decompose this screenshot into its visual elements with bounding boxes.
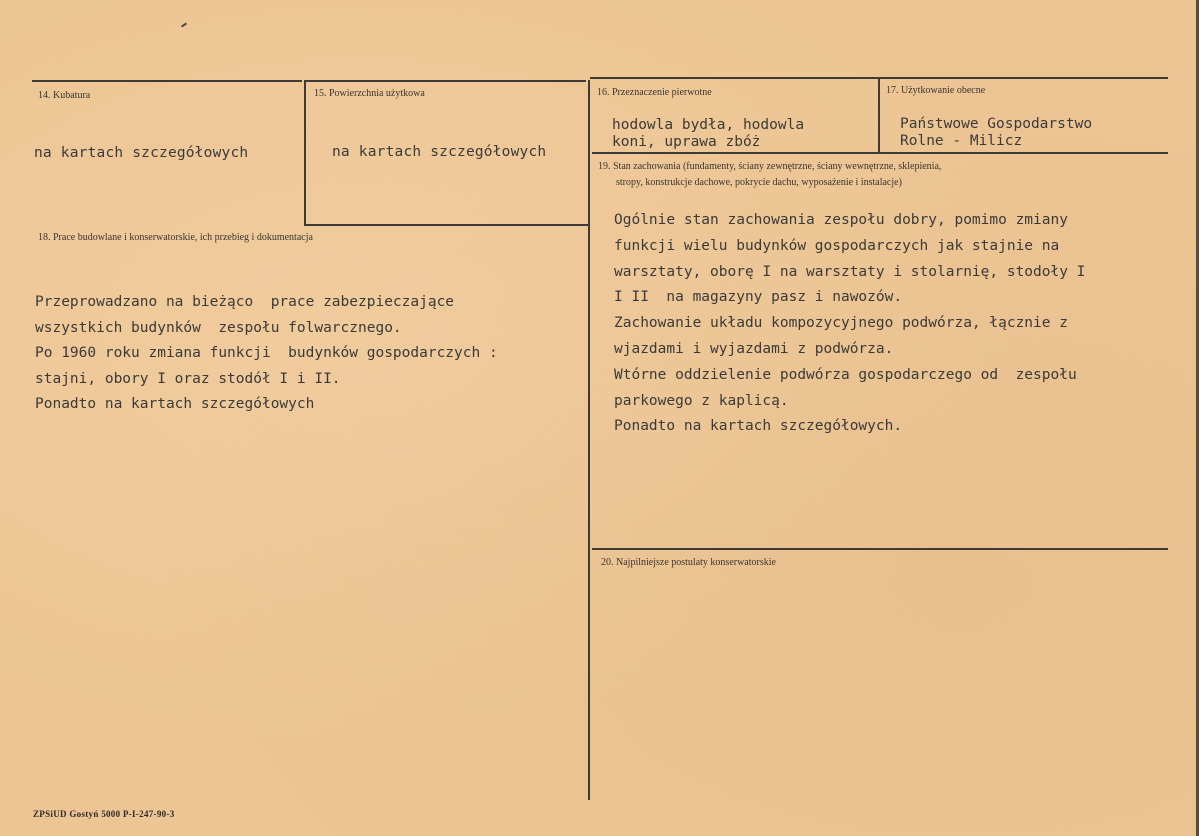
field-19-line: warsztaty, oborę I na warsztaty i stolarnię, stodoły I bbox=[614, 263, 1086, 280]
field-16-label: 16. Przeznaczenie pierwotne bbox=[597, 87, 712, 98]
field-18-value bbox=[35, 290, 498, 418]
divider-16-17 bbox=[878, 77, 880, 154]
field-17-line: Państwowe Gospodarstwo bbox=[900, 116, 1093, 132]
field-18-label: 18. Prace budowlane i konserwatorskie, ich przebieg i dokumentacja bbox=[38, 232, 313, 243]
field-19-line: I II na magazyny pasz i nawozów. bbox=[614, 289, 903, 306]
pen-mark bbox=[181, 22, 187, 27]
field-14-value: na kartach szczegółowych bbox=[34, 145, 249, 161]
field-14-label: 14. Kubatura bbox=[38, 90, 91, 101]
print-imprint: ZPSiUD Gostyń 5000 P-I-247-90-3 bbox=[33, 809, 175, 819]
field-15-value: na kartach szczegółowych bbox=[332, 144, 547, 160]
field-19-line: Ogólnie stan zachowania zespołu dobry, pomimo zmiany bbox=[614, 212, 1068, 228]
field-18-line: Po 1960 roku zmiana funkcji budynków gospodarczych : bbox=[35, 345, 498, 361]
field-15-label: 15. Powierzchnia użytkowa bbox=[314, 88, 425, 99]
rule-below-16-17 bbox=[592, 152, 1168, 154]
field-19-label-line: stropy, konstrukcje dachowe, pokrycie dachu, wyposażenie i instalacje) bbox=[616, 177, 902, 188]
divider-14-15 bbox=[304, 80, 306, 226]
field-16-line: koni, uprawa zbóż bbox=[612, 134, 761, 150]
field-17-label: 17. Użytkowanie obecne bbox=[886, 85, 986, 96]
field-19-line: Ponadto na kartach szczegółowych. bbox=[614, 418, 903, 435]
field-19-line: funkcji wielu budynków gospodarczych jak stajnie na bbox=[614, 237, 1060, 254]
field-18-line: Przeprowadzano na bieżąco prace zabezpieczające bbox=[35, 294, 455, 310]
field-16-line: hodowla bydła, hodowla bbox=[612, 117, 805, 133]
field-19-line: Zachowanie układu kompozycyjnego podwórza, łącznie z bbox=[614, 315, 1068, 332]
field-19-label bbox=[598, 159, 1118, 191]
field-19-line: Wtórne oddzielenie podwórza gospodarczego od zespołu bbox=[614, 366, 1077, 383]
field-17-value bbox=[900, 116, 1092, 150]
rule-below-15 bbox=[306, 224, 588, 226]
rule-above-20 bbox=[592, 548, 1168, 550]
field-16-value bbox=[612, 117, 804, 151]
field-19-line: wjazdami i wyjazdami z podwórza. bbox=[614, 340, 894, 357]
divider-main bbox=[588, 80, 590, 800]
rule-top-left bbox=[32, 80, 302, 82]
field-18-line: stajni, obory I oraz stodół I i II. bbox=[35, 370, 341, 387]
field-19-value bbox=[614, 208, 1085, 440]
field-17-line: Rolne - Milicz bbox=[900, 133, 1023, 149]
rule-top-mid bbox=[306, 80, 586, 82]
field-19-line: parkowego z kaplicą. bbox=[614, 392, 789, 409]
field-20-label: 20. Najpilniejsze postulaty konserwatorskie bbox=[601, 557, 776, 568]
field-19-label-line: 19. Stan zachowania (fundamenty, ściany zewnętrzne, ściany wewnętrzne, sklepienia, bbox=[598, 161, 942, 172]
field-18-line: wszystkich budynków zespołu folwarcznego. bbox=[35, 319, 402, 336]
field-18-line: Ponadto na kartach szczegółowych bbox=[35, 396, 315, 412]
